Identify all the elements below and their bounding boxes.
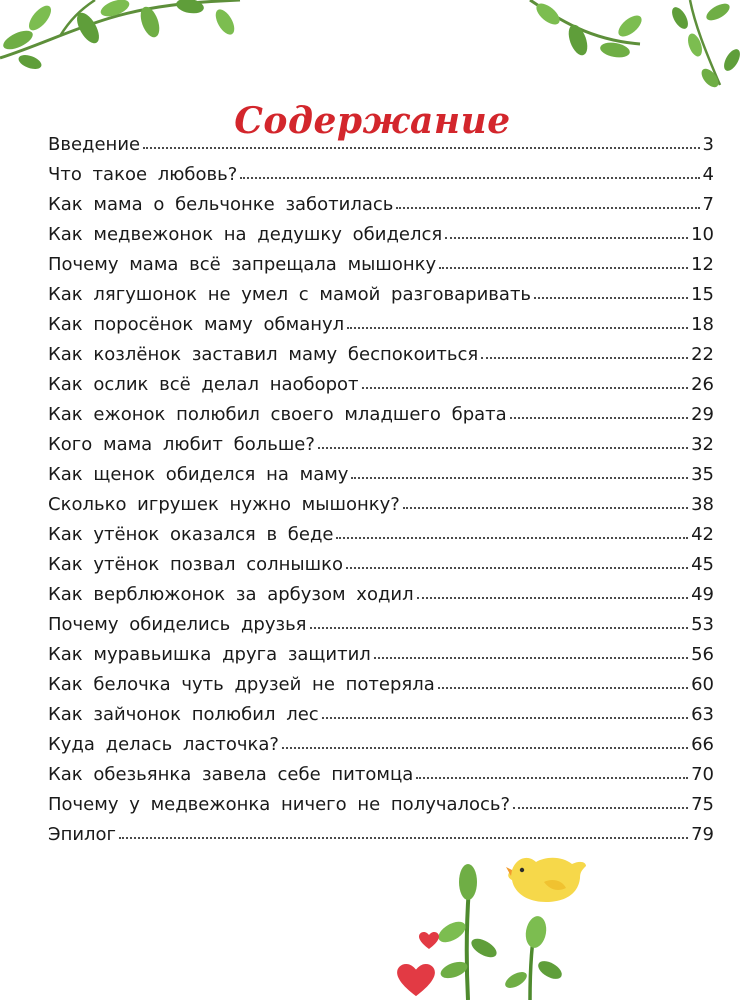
toc-entry-title: Как утёнок оказался в беде xyxy=(48,524,334,545)
toc-entry xyxy=(48,250,714,280)
toc-entry-page: 56 xyxy=(691,644,714,665)
toc-entry xyxy=(48,670,714,700)
dot-leader xyxy=(347,327,688,329)
toc-entry-page: 63 xyxy=(691,704,714,725)
toc-entry xyxy=(48,640,714,670)
dot-leader xyxy=(119,837,688,839)
toc-entry-page: 32 xyxy=(691,434,714,455)
toc-entry-title: Как мама о бельчонке заботилась xyxy=(48,194,394,215)
toc-entry-title: Кого мама любит больше? xyxy=(48,434,315,455)
heart-large-icon xyxy=(397,964,435,998)
dot-leader xyxy=(322,717,688,719)
vine-top-left-decoration xyxy=(0,0,260,80)
toc-entry-title: Сколько игрушек нужно мышонку? xyxy=(48,494,400,515)
dot-leader xyxy=(282,747,688,749)
toc-entry xyxy=(48,490,714,520)
dot-leader xyxy=(513,807,688,809)
dot-leader xyxy=(396,207,699,209)
toc-entry xyxy=(48,550,714,580)
dot-leader xyxy=(143,147,699,149)
dot-leader xyxy=(416,777,688,779)
toc-entry-page: 3 xyxy=(702,134,714,155)
toc-entry-page: 38 xyxy=(691,494,714,515)
toc-entry-page: 15 xyxy=(691,284,714,305)
toc-entry-title: Почему обиделись друзья xyxy=(48,614,307,635)
toc-entry-page: 4 xyxy=(702,164,714,185)
toc-entry xyxy=(48,610,714,640)
toc-entry-title: Как утёнок позвал солнышко xyxy=(48,554,343,575)
dot-leader xyxy=(439,267,688,269)
toc-entry-page: 7 xyxy=(702,194,714,215)
toc-entry-page: 42 xyxy=(691,524,714,545)
dot-leader xyxy=(318,447,688,449)
dot-leader xyxy=(403,507,688,509)
toc-entry-page: 22 xyxy=(691,344,714,365)
toc-entry-title: Как ослик всё делал наоборот xyxy=(48,374,359,395)
toc-entry-page: 70 xyxy=(691,764,714,785)
toc-entry-page: 35 xyxy=(691,464,714,485)
toc-entry-page: 60 xyxy=(691,674,714,695)
dot-leader xyxy=(534,297,688,299)
toc-entry xyxy=(48,460,714,490)
toc-entry-title: Как щенок обиделся на маму xyxy=(48,464,349,485)
toc-entry-title: Как ежонок полюбил своего младшего брата xyxy=(48,404,507,425)
toc-entry xyxy=(48,520,714,550)
dot-leader xyxy=(417,597,688,599)
toc-entry-title: Почему у медвежонка ничего не получалось? xyxy=(48,794,511,815)
toc-entry-title: Куда делась ласточка? xyxy=(48,734,279,755)
dot-leader xyxy=(336,537,688,539)
toc-entry xyxy=(48,700,714,730)
toc-entry-title: Как верблюжонок за арбузом ходил xyxy=(48,584,414,605)
toc-entry-title: Введение xyxy=(48,134,141,155)
toc-entry-title: Как муравьишка друга защитил xyxy=(48,644,371,665)
heart-small-icon xyxy=(419,932,439,950)
toc-entry xyxy=(48,580,714,610)
dot-leader xyxy=(362,387,689,389)
toc-entry xyxy=(48,760,714,790)
dot-leader xyxy=(240,177,699,179)
toc-entry-page: 49 xyxy=(691,584,714,605)
toc-entry xyxy=(48,220,714,250)
dot-leader xyxy=(445,237,688,239)
dot-leader xyxy=(351,477,688,479)
toc-entry xyxy=(48,160,714,190)
sprouts-bottom-decoration xyxy=(380,840,620,1000)
table-of-contents xyxy=(48,130,714,850)
toc-entry xyxy=(48,730,714,760)
dot-leader xyxy=(310,627,689,629)
toc-entry-page: 45 xyxy=(691,554,714,575)
page-title: Содержание xyxy=(234,100,511,143)
toc-entry-title: Как медвежонок на дедушку обиделся xyxy=(48,224,443,245)
toc-entry xyxy=(48,370,714,400)
toc-entry-page: 18 xyxy=(691,314,714,335)
toc-entry-title: Как обезьянка завела себе питомца xyxy=(48,764,414,785)
toc-entry-title: Как зайчонок полюбил лес xyxy=(48,704,319,725)
toc-entry-page: 79 xyxy=(691,824,714,845)
dot-leader xyxy=(374,657,688,659)
toc-entry xyxy=(48,310,714,340)
vine-top-right-decoration xyxy=(520,0,745,100)
toc-entry-page: 10 xyxy=(691,224,714,245)
toc-entry xyxy=(48,280,714,310)
dot-leader xyxy=(510,417,688,419)
dot-leader xyxy=(346,567,688,569)
dot-leader xyxy=(438,687,688,689)
toc-entry-page: 75 xyxy=(691,794,714,815)
toc-entry-page: 29 xyxy=(691,404,714,425)
toc-entry-title: Что такое любовь? xyxy=(48,164,238,185)
toc-entry xyxy=(48,130,714,160)
toc-entry-title: Как белочка чуть друзей не потеряла xyxy=(48,674,435,695)
toc-entry-title: Как поросёнок маму обманул xyxy=(48,314,345,335)
toc-entry-page: 12 xyxy=(691,254,714,275)
toc-entry xyxy=(48,190,714,220)
toc-entry-title: Как козлёнок заставил маму беспокоиться xyxy=(48,344,479,365)
toc-entry xyxy=(48,820,714,850)
toc-entry xyxy=(48,400,714,430)
toc-entry xyxy=(48,340,714,370)
dot-leader xyxy=(481,357,688,359)
toc-entry-title: Почему мама всё запрещала мышонку xyxy=(48,254,437,275)
toc-entry-page: 26 xyxy=(691,374,714,395)
toc-entry-title: Как лягушонок не умел с мамой разговаривать xyxy=(48,284,532,305)
chick-icon xyxy=(506,852,588,904)
toc-entry xyxy=(48,790,714,820)
toc-entry-title: Эпилог xyxy=(48,824,117,845)
toc-entry-page: 66 xyxy=(691,734,714,755)
toc-entry xyxy=(48,430,714,460)
toc-entry-page: 53 xyxy=(691,614,714,635)
